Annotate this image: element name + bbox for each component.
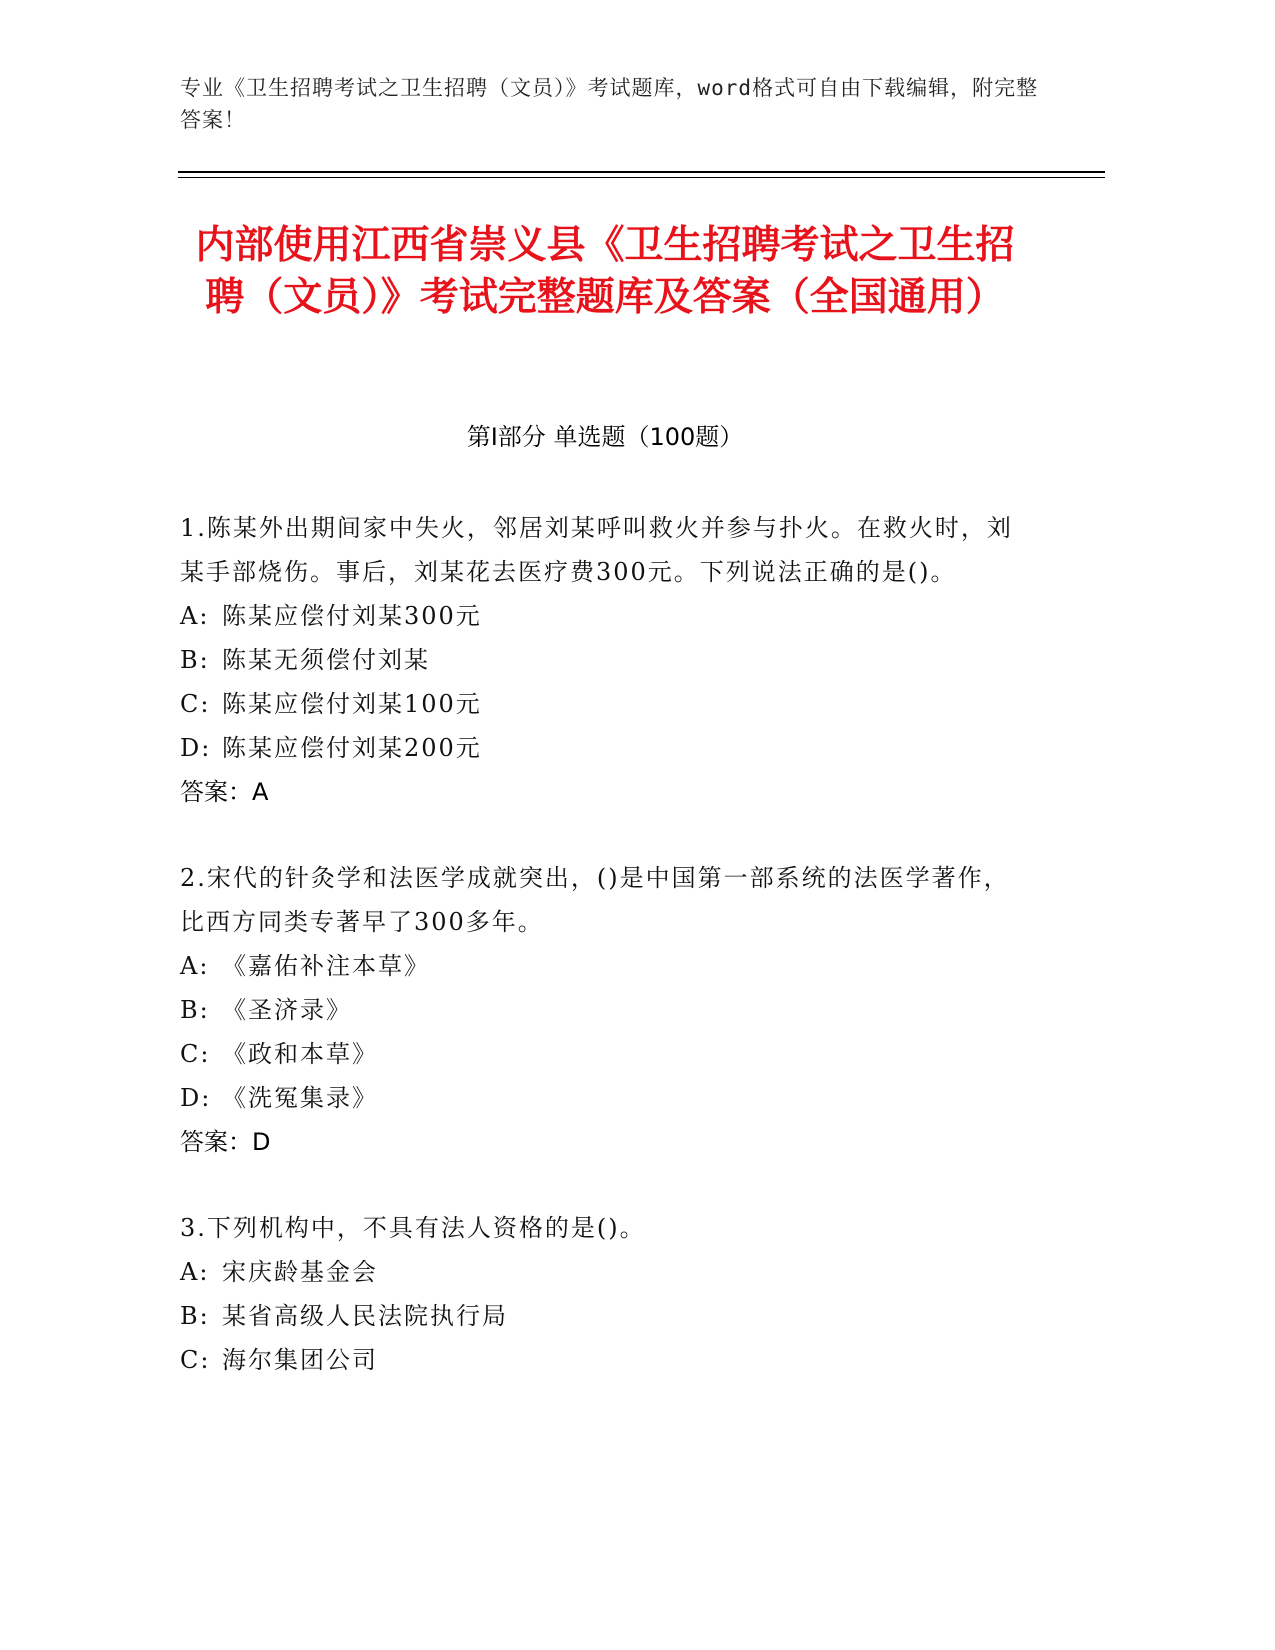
option-text: 《圣济录》 xyxy=(222,996,352,1024)
option-text: 陈某应偿付刘某300元 xyxy=(222,602,482,630)
option-b xyxy=(180,988,1020,1032)
option-key: A: xyxy=(180,1258,210,1286)
question-text: 2.宋代的针灸学和法医学成就突出，()是中国第一部系统的法医学著作，比西方同类专著早了300多年。 xyxy=(180,864,1010,936)
option-text: 陈某应偿付刘某200元 xyxy=(222,734,482,762)
option-text: 陈某无须偿付刘某 xyxy=(222,646,430,674)
option-b xyxy=(180,1294,1020,1338)
option-key: B: xyxy=(180,646,210,674)
option-key: B: xyxy=(180,996,210,1024)
option-a xyxy=(180,1250,1020,1294)
option-c xyxy=(180,1032,1020,1076)
option-d xyxy=(180,726,1020,770)
option-key: C: xyxy=(180,1040,211,1068)
option-key: D: xyxy=(180,1084,212,1112)
option-d xyxy=(180,1076,1020,1120)
option-key: C: xyxy=(180,1346,211,1374)
question-2 xyxy=(180,856,1020,1164)
option-a xyxy=(180,594,1020,638)
option-b xyxy=(180,638,1020,682)
option-text: 宋庆龄基金会 xyxy=(222,1258,378,1286)
question-list xyxy=(180,506,1020,1424)
question-1 xyxy=(180,506,1020,814)
question-3 xyxy=(180,1206,1020,1382)
option-c xyxy=(180,1338,1020,1382)
option-key: B: xyxy=(180,1302,210,1330)
header-note: 专业《卫生招聘考试之卫生招聘（文员）》考试题库，word格式可自由下载编辑，附完整答案！ xyxy=(180,76,1039,132)
section-title: 第Ⅰ部分 单选题（100题） xyxy=(466,423,744,451)
header-divider-thick xyxy=(178,171,1105,173)
question-text: 1.陈某外出期间家中失火，邻居刘某呼叫救火并参与扑火。在救火时，刘某手部烧伤。事后，刘某花去医疗费300元。下列说法正确的是()。 xyxy=(180,514,1013,586)
option-key: D: xyxy=(180,734,212,762)
option-text: 《政和本草》 xyxy=(222,1040,378,1068)
option-key: A: xyxy=(180,952,210,980)
option-text: 《洗冤集录》 xyxy=(222,1084,378,1112)
option-a xyxy=(180,944,1020,988)
option-key: A: xyxy=(180,602,210,630)
option-text: 某省高级人民法院执行局 xyxy=(222,1302,508,1330)
answer-label: 答案：A xyxy=(180,778,269,806)
option-key: C: xyxy=(180,690,211,718)
option-text: 海尔集团公司 xyxy=(222,1346,378,1374)
option-text: 陈某应偿付刘某100元 xyxy=(222,690,482,718)
header-divider-thin xyxy=(178,177,1105,178)
document-title: 内部使用江西省崇义县《卫生招聘考试之卫生招聘（文员）》考试完整题库及答案（全国通用） xyxy=(195,223,1015,320)
option-text: 《嘉佑补注本草》 xyxy=(222,952,430,980)
answer-label: 答案：D xyxy=(180,1128,271,1156)
option-c xyxy=(180,682,1020,726)
question-text: 3.下列机构中，不具有法人资格的是()。 xyxy=(180,1214,646,1242)
